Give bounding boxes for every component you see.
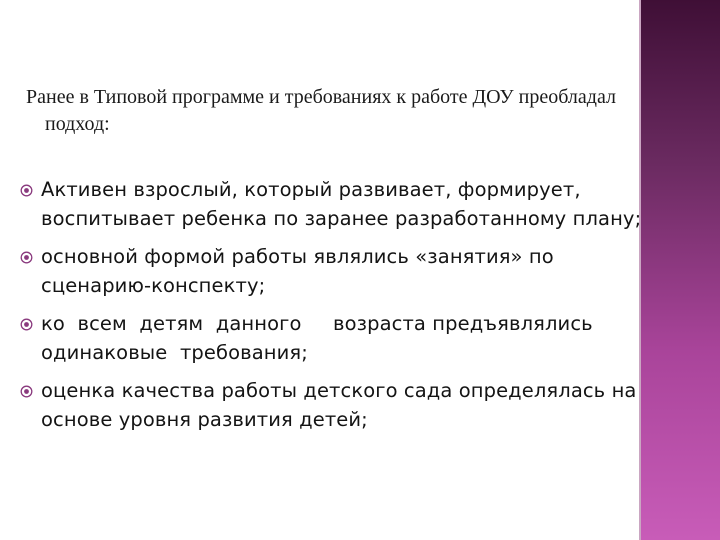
circle-bullet-icon [20, 184, 33, 197]
circle-bullet-icon [20, 318, 33, 331]
circle-bullet-icon [20, 385, 33, 398]
intro-text: Ранее в Типовой программе и требованиях к работе ДОУ преобладал подход: [26, 86, 616, 135]
bullet-text: основной формой работы являлись «занятия» по сценарию-конспекту; [41, 245, 554, 297]
bullet-item [18, 310, 643, 367]
bullet-item [18, 377, 643, 434]
accent-bar [641, 0, 720, 540]
bullet-text: ко всем детям данного возраста предъявлялись одинаковые требования; [41, 312, 600, 364]
bullet-item [18, 176, 643, 233]
bullet-text: оценка качества работы детского сада определялась на основе уровня развития детей; [41, 379, 637, 431]
bullet-text: Активен взрослый, который развивает, формирует, воспитывает ребенка по заранее разработанному плану; [41, 178, 642, 230]
bullet-list [18, 176, 643, 444]
circle-bullet-icon [20, 251, 33, 264]
bullet-item [18, 243, 643, 300]
